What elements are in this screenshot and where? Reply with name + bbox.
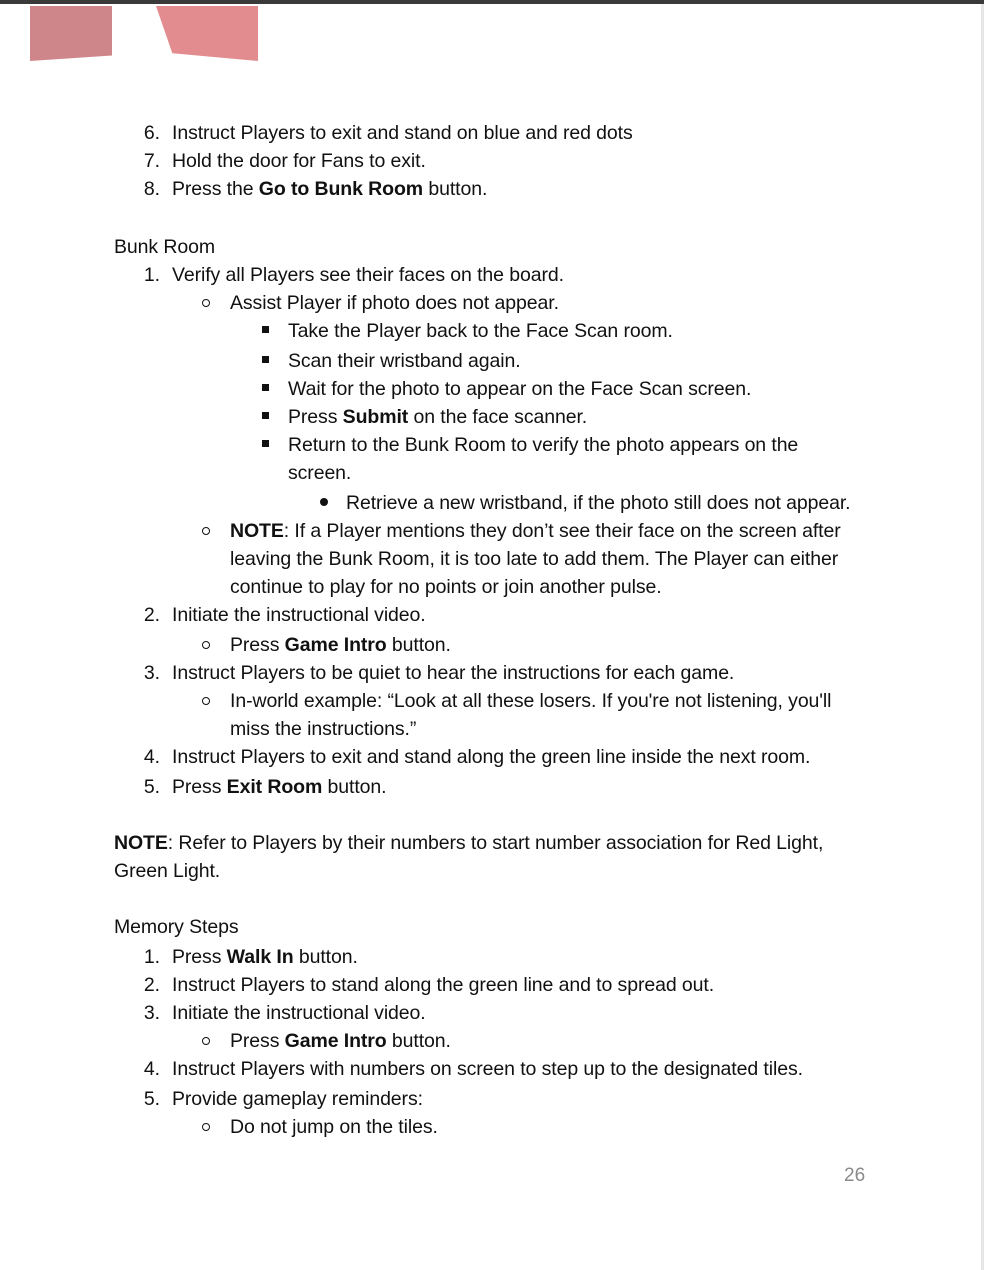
filled-bullet-icon xyxy=(320,498,328,506)
sub-sub-list-item: Scan their wristband again. xyxy=(288,350,521,372)
sub-sub-list-item: Take the Player back to the Face Scan room. xyxy=(288,320,673,342)
sub-sub-list-item: Wait for the photo to appear on the Face Scan screen. xyxy=(288,378,752,400)
note-line: leaving the Bunk Room, it is too late to add them. The Player can either xyxy=(230,548,839,570)
hollow-bullet-icon xyxy=(202,299,210,307)
square-bullet-icon xyxy=(262,326,269,333)
page-number: 26 xyxy=(844,1165,866,1186)
section-heading-bunk-room: Bunk Room xyxy=(114,236,215,258)
sub-list-item: Do not jump on the tiles. xyxy=(230,1116,438,1138)
sub-list-item-continued: miss the instructions.” xyxy=(230,718,417,740)
square-bullet-icon xyxy=(262,440,269,447)
square-bullet-icon xyxy=(262,384,269,391)
hollow-bullet-icon xyxy=(202,697,210,705)
header-ribbon-left xyxy=(30,6,112,61)
hollow-bullet-icon xyxy=(202,641,210,649)
hollow-bullet-icon xyxy=(202,527,210,535)
hollow-bullet-icon xyxy=(202,1037,210,1045)
window-top-border xyxy=(0,0,984,4)
sub-sub-list-item: Return to the Bunk Room to verify the photo appears on the xyxy=(288,434,799,456)
sub-list-item: Press Game Intro button. xyxy=(230,1030,451,1052)
sub-list-item: Assist Player if photo does not appear. xyxy=(230,292,559,314)
general-note: NOTE: Refer to Players by their numbers to start number association for Red Light, xyxy=(114,832,824,854)
note-line: NOTE: If a Player mentions they don’t see their face on the screen after xyxy=(230,520,841,542)
hollow-bullet-icon xyxy=(202,1123,210,1131)
sub-sub-list-item: Press Submit on the face scanner. xyxy=(288,406,588,428)
sub-list-item: In-world example: “Look at all these losers. If you're not listening, you'll xyxy=(230,690,832,712)
square-bullet-icon xyxy=(262,356,269,363)
general-note-continued: Green Light. xyxy=(114,860,221,882)
note-line: continue to play for no points or join another pulse. xyxy=(230,576,662,598)
sub-list-item: Press Game Intro button. xyxy=(230,634,451,656)
sub-sub-list-item-continued: screen. xyxy=(288,462,352,484)
header-ribbon-right xyxy=(156,6,258,61)
sub-sub-sub-list-item: Retrieve a new wristband, if the photo still does not appear. xyxy=(346,492,851,514)
square-bullet-icon xyxy=(262,412,269,419)
section-heading-memory-steps: Memory Steps xyxy=(114,916,239,938)
